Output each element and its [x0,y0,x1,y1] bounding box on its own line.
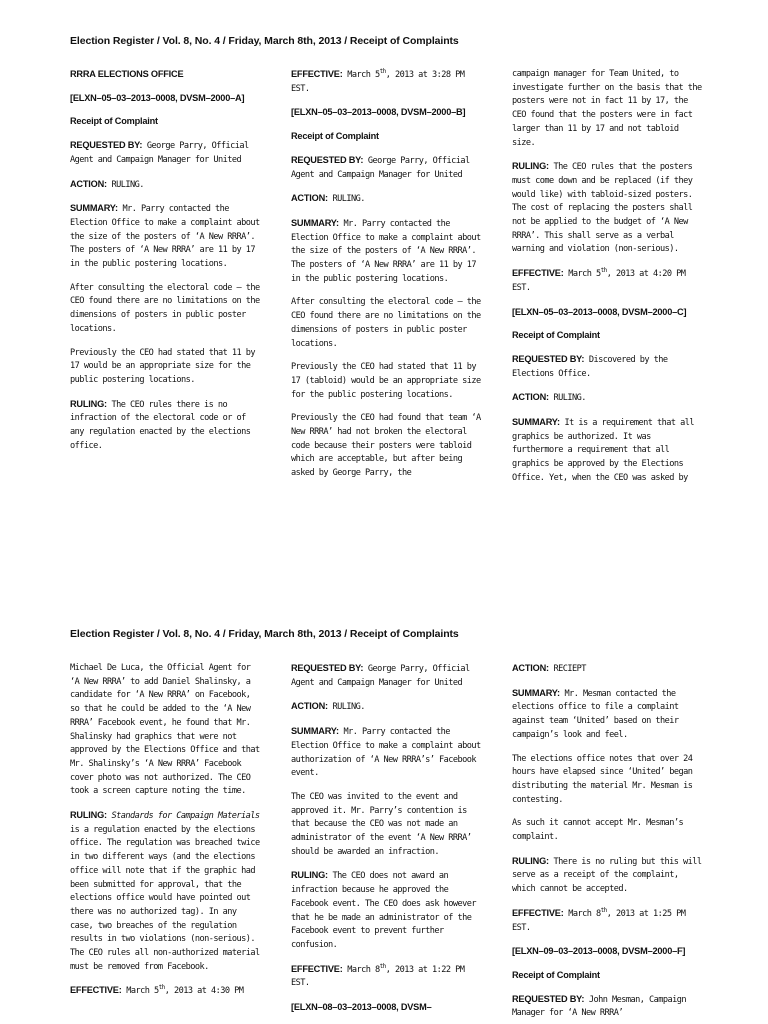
register-page-2 [0,590,768,1024]
ruling [291,869,483,952]
paragraph: After consulting the electoral code – the CEO found there are no limitations on the dimensions of posters in public poster locations. [291,297,481,349]
action-text: RULING. [327,194,365,205]
summary-text: Mr. Parry contacted the Election Office to make a complaint about authorization of ‘A New RRRA’s’ Facebook event. [291,727,481,779]
action-label: ACTION: [291,193,328,204]
ruling-text: The CEO rules there is no infraction of the electoral code or of any regulation enacted by the elections office. [70,399,251,451]
section-title: Receipt of Complaint [512,969,600,980]
ruling [70,809,262,974]
effective [512,907,704,935]
paragraph: Previously the CEO had stated that 11 by 17 (tabloid) would be an appropriate size for the public postering locations. [291,362,481,400]
paragraph: Previously the CEO had found that team ‘A New RRRA’ had not broken the electoral code because their posters were tabloid which are acceptable, but after being asked by George Parry, the [291,413,481,479]
paragraph: Michael De Luca, the Official Agent for ‘A New RRRA’ to add Daniel Shalinsky, a candidate for ‘A New RRRA’ on Facebook, so that he could be added to the ‘A New RRRA’ Facebook event, he found that Mr. Shalinsky had graphics that were not approved by the Elections Office and that Mr. Shalinsky’s ‘A New RRRA’ Facebook cover photo was not authorized. The CEO took a screen capture noting the time. [70,663,260,797]
section-title: Receipt of Complaint [70,116,158,127]
requested-by [70,139,262,167]
summary-label: SUMMARY: [70,203,118,214]
summary-text: Mr. Mesman contacted the elections office to file a complaint against team ‘United’ based on their campaign’s look and feel. [512,688,679,740]
summary [291,217,483,287]
requested-by [291,154,483,182]
requested-by-text: John Mesman, Campaign Manager for ‘A New RRRA’ [512,994,687,1019]
column-2 [291,662,483,1024]
reference-number: [ELXN–05–03–2013–0008, DVSM–2000–B] [291,107,466,118]
reference-number: [ELXN–05–03–2013–0008, DVSM–2000–C] [512,306,687,317]
office-name: RRRA ELECTIONS OFFICE [70,69,184,79]
requested-by [512,993,704,1021]
requested-by-label: REQUESTED BY: [512,993,585,1004]
column-1 [70,68,262,463]
action-label: ACTION: [512,392,549,403]
requested-by-label: REQUESTED BY: [291,663,364,673]
ruling-text: is a regulation enacted by the elections office. The regulation was breached twice in two different ways (and the elections office will note that if the graphic had been submitted for approval, that the elections office would have pointed out there was no authorized tag). In any case, two breaches of the regulation results in two violations (non-serious). The CEO rules all non-authorized material must be removed from Facebook. [70,824,260,972]
requested-by-text: George Parry, Official Agent and Campaign Manager for United [70,141,249,165]
action [70,178,262,193]
paragraph: campaign manager for Team United, to investigate further on the basis that the posters were not in fact 11 by 17, the CEO found that the posters were in fact larger than 11 by 17 and not tabloid size. [512,69,702,148]
summary [291,725,483,781]
effective-date: March 5 [563,269,601,280]
paragraph: After consulting the electoral code – the CEO found there are no limitations on the dimensions of posters in public poster locations. [70,282,260,334]
requested-by [291,662,483,690]
action-label: ACTION: [291,701,328,712]
requested-by-text: George Parry, Official Agent and Campaign Manager for United [291,664,470,688]
effective-time: , 2013 at 3:28 PM EST. [291,70,465,94]
effective-time: , 2013 at 4:30 PM [164,986,244,997]
reference-number: [ELXN–08–03–2013–0008, DVSM– [291,1002,432,1013]
column-3 [512,662,704,1024]
regulation-name: Standards for Campaign Materials [106,811,260,822]
section-title: Receipt of Complaint [512,330,600,341]
effective-suffix: th [600,267,607,275]
effective-date: March 8 [563,908,601,919]
summary-text: Mr. Parry contacted the Election Office to make a complaint about the size of the posters of ‘A New RRRA’. The posters of ‘A New RRRA’ are 11 by 17 in the public postering locations. [291,218,481,284]
action-text: RULING. [327,702,365,713]
summary [512,687,704,743]
reference-number: [ELXN–05–03–2013–0008, DVSM–2000–A] [70,92,245,103]
effective-time: , 2013 at 1:22 PM EST. [291,964,465,989]
summary-text: Mr. Parry contacted the Election Office to make a complaint about the size of the posters of ‘A New RRRA’. The posters of ‘A New RRRA’ are 11 by 17 in the public postering locations. [70,204,260,270]
requested-by-label: REQUESTED BY: [291,154,364,165]
action-text: RULING. [548,393,586,404]
ruling-label: RULING: [512,161,549,172]
ruling-label: RULING: [291,870,328,881]
section-title: Receipt of Complaint [291,131,379,142]
column-2 [291,68,483,491]
requested-by-label: REQUESTED BY: [70,140,143,151]
effective [70,984,262,999]
summary-label: SUMMARY: [291,726,339,737]
ruling-label: RULING: [70,810,107,821]
action [512,662,704,677]
paragraph: The elections office notes that over 24 hours have elapsed since ‘United’ began distributing the material Mr. Mesman is contesting. [512,753,693,805]
page-header: Election Register / Vol. 8, No. 4 / Friday, March 8th, 2013 / Receipt of Complaints [70,35,459,47]
effective-time: , 2013 at 4:20 PM EST. [512,269,686,293]
requested-by [512,353,704,381]
action-text: RECIEPT [548,664,586,674]
ruling-text: The CEO does not award an infraction because he approved the Facebook event. The CEO does ask however that he be made an administrator of the Facebook event to prevent further confusion. [291,871,476,950]
action-text: RULING. [106,179,144,190]
ruling-text: The CEO rules that the posters must come down and be replaced (if they would like) with tabloid-sized posters. The cost of replacing the posters shall not be applied to the budget of ‘A New RRRA’. This shall serve as a verbal warning and violation (non-serious). [512,162,693,255]
column-1 [70,662,262,1009]
ruling [512,855,704,897]
summary-label: SUMMARY: [512,417,560,428]
effective [512,267,704,295]
summary-text: It is a requirement that all graphics be authorized. It was furthermore a requirement that all graphics be approved by the Elections Office. Yet, when the CEO was asked by [512,418,694,483]
ruling-text: There is no ruling but this will serve as a receipt of the complaint, which cannot be accepted. [512,856,702,895]
page-header: Election Register / Vol. 8, No. 4 / Friday, March 8th, 2013 / Receipt of Complaints [70,628,459,640]
effective-label: EFFECTIVE: [291,963,343,974]
effective-date: March 5 [121,986,159,997]
effective [291,68,483,96]
action-label: ACTION: [512,663,549,673]
effective-label: EFFECTIVE: [70,985,122,996]
requested-by-text: George Parry, Official Agent and Campaign Manager for United [291,155,470,180]
effective-label: EFFECTIVE: [512,907,564,918]
paragraph: As such it cannot accept Mr. Mesman’s complaint. [512,818,684,843]
requested-by-text: Discovered by the Elections Office. [512,354,668,379]
effective-date: March 8 [342,964,380,975]
effective-suffix: th [379,68,386,76]
effective [291,963,483,991]
action [512,391,704,406]
paragraph: The CEO was invited to the event and approved it. Mr. Parry’s contention is that because the CEO was not made an administrator of the event ‘A New RRRA’ should be awarded an infraction. [291,791,472,857]
effective-suffix: th [379,962,386,970]
ruling [70,398,262,454]
effective-label: EFFECTIVE: [512,268,564,279]
column-3 [512,68,704,496]
paragraph: Previously the CEO had stated that 11 by 17 would be an appropriate size for the public postering locations. [70,347,255,385]
reference-number: [ELXN–09–03–2013–0008, DVSM–2000–F] [512,946,686,957]
requested-by-label: REQUESTED BY: [512,353,585,364]
effective-date: March 5 [342,70,380,80]
action [291,700,483,715]
ruling-label: RULING: [512,855,549,866]
effective-suffix: th [158,984,165,992]
ruling [512,160,704,257]
effective-time: , 2013 at 1:25 PM EST. [512,908,686,933]
summary [512,416,704,486]
action [291,192,483,207]
action-label: ACTION: [70,178,107,189]
ruling-label: RULING: [70,398,107,409]
summary-label: SUMMARY: [512,687,560,698]
summary-label: SUMMARY: [291,217,339,228]
effective-label: EFFECTIVE: [291,69,343,79]
effective-suffix: th [600,906,607,914]
summary [70,202,262,272]
